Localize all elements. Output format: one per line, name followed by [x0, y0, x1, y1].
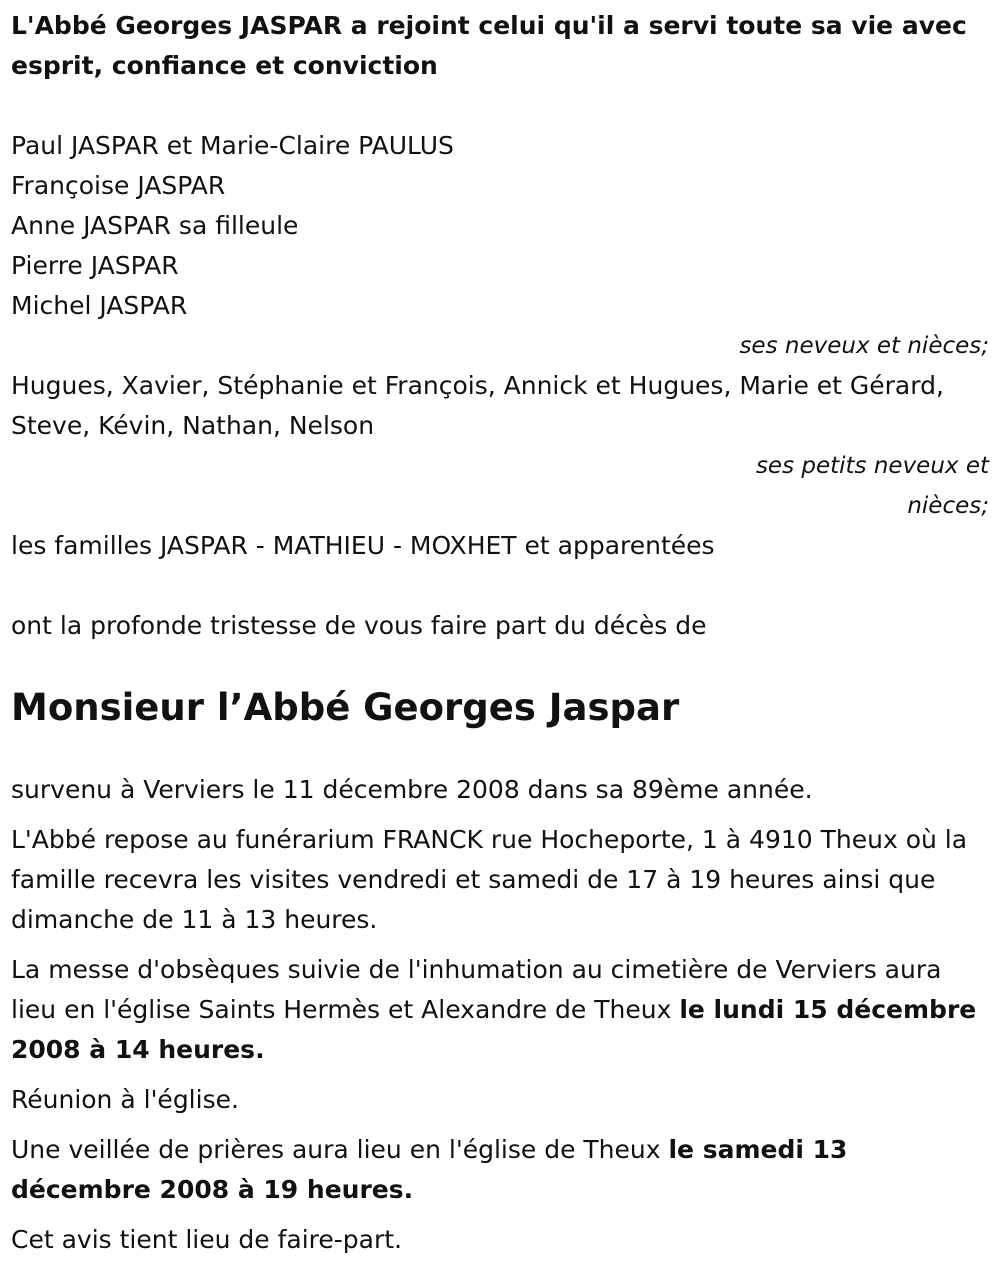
nephew-line: Michel JASPAR — [11, 291, 188, 320]
meeting-paragraph: Réunion à l'église. — [11, 1085, 239, 1114]
vigil-date: le samedi 13 décembre 2008 à 19 heures. — [11, 1135, 848, 1204]
announcement-line: ont la profonde tristesse de vous faire part du décès de — [11, 611, 707, 640]
grand-nephews-line: Hugues, Xavier, Stéphanie et François, Annick et Hugues, Marie et Gérard, Steve, Kévin, Nathan, Nelson — [11, 371, 944, 440]
families-line: les familles JASPAR - MATHIEU - MOXHET et apparentées — [11, 531, 715, 560]
nephew-line: Anne JASPAR sa filleule — [11, 211, 299, 240]
death-paragraph: survenu à Verviers le 11 décembre 2008 dans sa 89ème année. — [11, 775, 813, 804]
nephew-line: Pierre JASPAR — [11, 251, 179, 280]
notice-paragraph: Cet avis tient lieu de faire-part. — [11, 1225, 403, 1254]
funeral-text: La messe d'obsèques suivie de l'inhumation au cimetière de Verviers aura lieu en l'église Saints Hermès et Alexandre de Theux — [11, 955, 942, 1024]
spacer — [11, 86, 989, 126]
intro-heading: L'Abbé Georges JASPAR a rejoint celui qu'il a servi toute sa vie avec esprit, confiance et conviction — [11, 11, 967, 80]
nephews-relation: ses neveux et nièces; — [739, 333, 989, 359]
vigil-text: Une veillée de prières aura lieu en l'église de Theux — [11, 1135, 669, 1164]
funeral-date: le lundi 15 décembre 2008 à 14 heures. — [11, 995, 977, 1064]
nephew-line: Françoise JASPAR — [11, 171, 226, 200]
grand-nephews-relation: ses petits neveux et nièces; — [755, 453, 989, 519]
nephew-line: Paul JASPAR et Marie-Claire PAULUS — [11, 131, 454, 160]
deceased-name: Monsieur l’Abbé Georges Jaspar — [11, 686, 680, 729]
rest-paragraph: L'Abbé repose au funérarium FRANCK rue Hocheporte, 1 à 4910 Theux où la famille recevra les visites vendredi et samedi de 17 à 19 heures ainsi que dimanche de 11 à 13 heures. — [11, 825, 968, 934]
spacer — [11, 730, 989, 770]
obituary-document — [11, 6, 989, 1270]
spacer — [11, 566, 989, 606]
funeral-paragraph — [11, 950, 989, 1070]
vigil-paragraph — [11, 1130, 989, 1210]
